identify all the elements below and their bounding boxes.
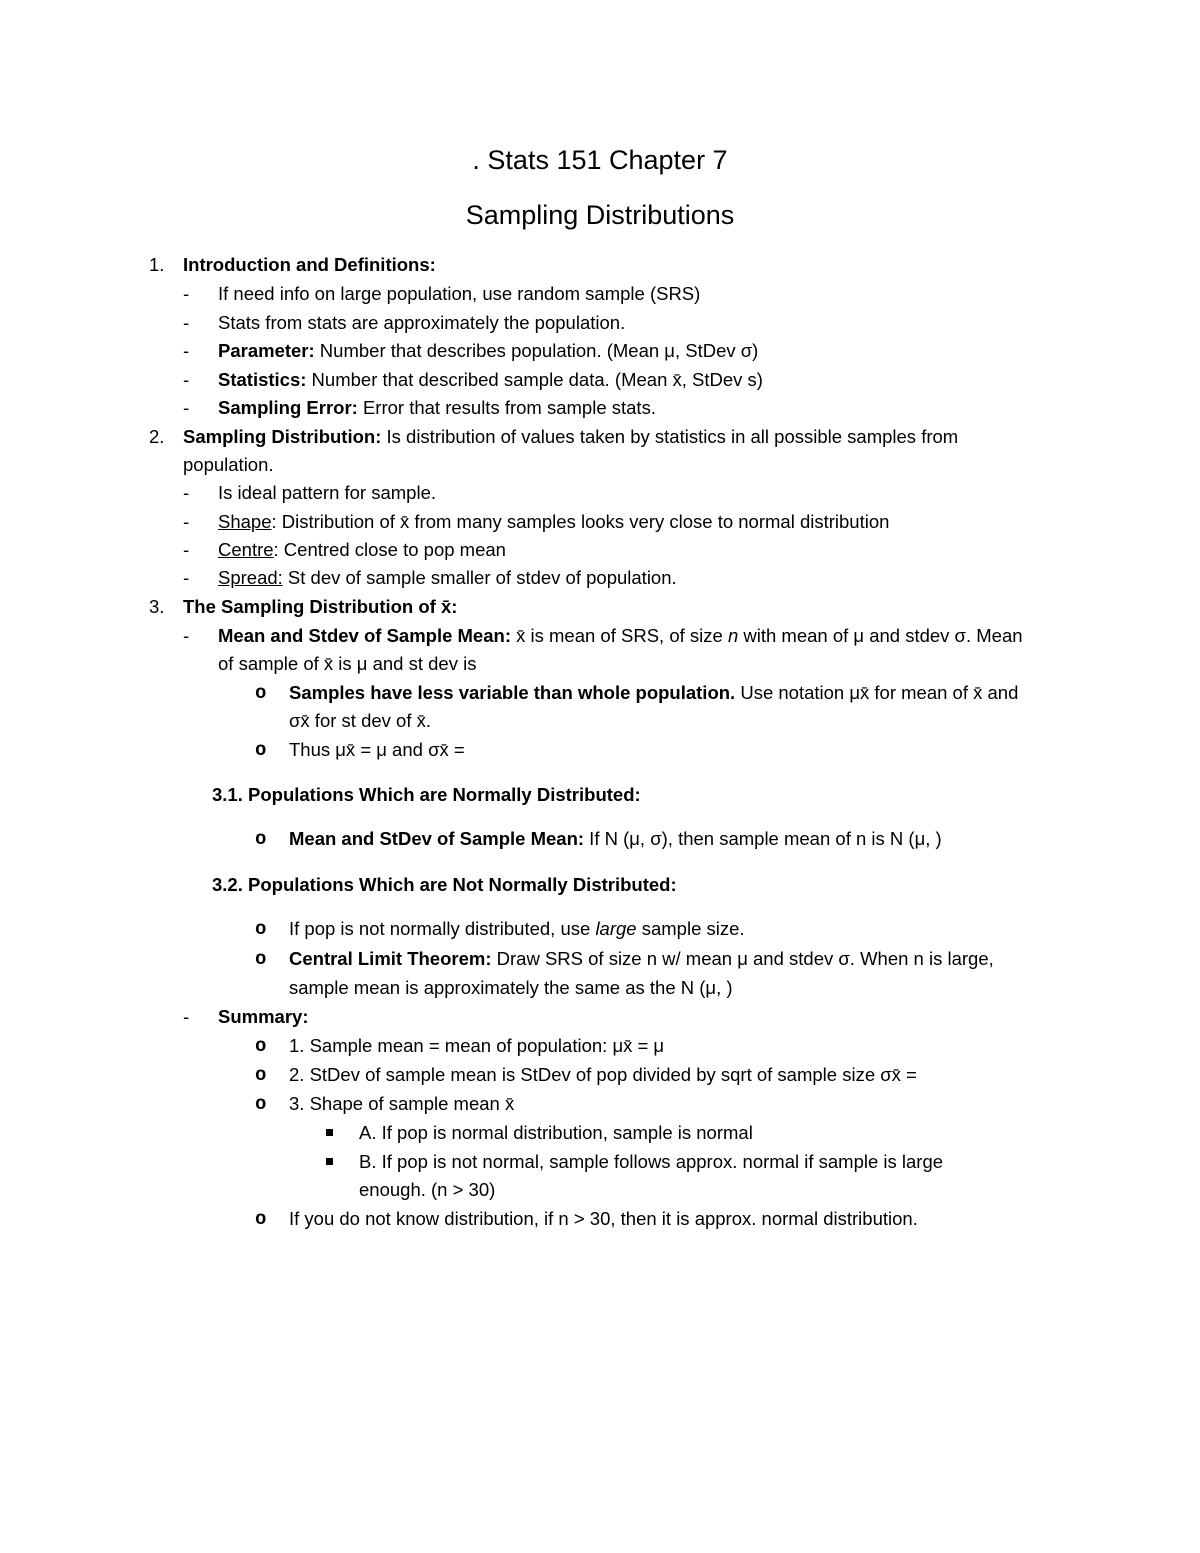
s31-sub-mean-stdev: Mean and StDev of Sample Mean: If N (μ, σ), then sample mean of n is N (μ, ) [289, 828, 942, 849]
section-3-heading: The Sampling Distribution of x̄: [183, 596, 458, 617]
s32-sub-clt-continued: sample mean is approximately the same as the N (μ, ) [289, 977, 733, 998]
s2-bullet-1: Is ideal pattern for sample. [218, 482, 436, 503]
s1-bullet-1: If need info on large population, use random sample (SRS) [218, 283, 701, 304]
section-2-heading: Sampling Distribution: Is distribution of values taken by statistics in all possible samples from [183, 426, 959, 447]
s32-sub-clt: Central Limit Theorem: Draw SRS of size n w/ mean μ and stdev σ. When n is large, [289, 948, 994, 969]
s3-sub-less-variable-continued: σx̄ for st dev of x̄. [289, 710, 431, 731]
s3-sub-thus: Thus μx̄ = μ and σx̄ = [289, 739, 465, 760]
section-3-2-heading: 3.2. Populations Which are Not Normally Distributed: [212, 874, 677, 895]
dash-bullet: - [183, 1006, 190, 1027]
dash-bullet: - [183, 482, 190, 503]
summary-item-3b: B. If pop is not normal, sample follows approx. normal if sample is large [359, 1151, 944, 1172]
summary-item-2: 2. StDev of sample mean is StDev of pop divided by sqrt of sample size σx̄ = [289, 1064, 917, 1085]
section-3-1-heading: 3.1. Populations Which are Normally Distributed: [212, 784, 641, 805]
circle-bullet: o [255, 918, 267, 940]
summary-item-4: If you do not know distribution, if n > 30, then it is approx. normal distribution. [289, 1208, 918, 1229]
s2-bullet-centre: Centre: Centred close to pop mean [218, 539, 506, 560]
section-1-number: 1. [149, 254, 165, 275]
section-2-heading-continued: population. [183, 454, 274, 475]
section-2-number: 2. [149, 426, 165, 447]
circle-bullet: o [255, 682, 267, 704]
dash-bullet: - [183, 340, 190, 361]
circle-bullet: o [255, 1208, 267, 1230]
dash-bullet: - [183, 369, 190, 390]
s1-bullet-2: Stats from stats are approximately the population. [218, 312, 626, 333]
s2-bullet-spread: Spread: St dev of sample smaller of stdev of population. [218, 567, 677, 588]
s1-bullet-parameter: Parameter: Number that describes population. (Mean μ, StDev σ) [218, 340, 759, 361]
summary-label: Summary: [218, 1006, 309, 1027]
summary-item-3a: A. If pop is normal distribution, sample is normal [359, 1122, 753, 1143]
summary-item-3: 3. Shape of sample mean x̄ [289, 1093, 515, 1114]
document-title: . Stats 151 Chapter 7 [472, 145, 728, 175]
s3-sub-less-variable: Samples have less variable than whole population. Use notation μx̄ for mean of x̄ and [289, 682, 1019, 703]
circle-bullet: o [255, 1093, 267, 1115]
dash-bullet: - [183, 625, 190, 646]
section-3-number: 3. [149, 596, 165, 617]
s32-sub-large-sample: If pop is not normally distributed, use large sample size. [289, 918, 745, 939]
circle-bullet: o [255, 1064, 267, 1086]
s3-bullet-mean-stdev: Mean and Stdev of Sample Mean: x̄ is mean of SRS, of size n with mean of μ and stdev σ. Mean [218, 625, 1023, 646]
s3-bullet-mean-stdev-continued: of sample of x̄ is μ and st dev is [218, 653, 477, 674]
circle-bullet: o [255, 948, 267, 970]
s2-bullet-shape: Shape: Distribution of x̄ from many samples looks very close to normal distribution [218, 511, 890, 532]
circle-bullet: o [255, 1035, 267, 1057]
square-bullet [326, 1129, 333, 1136]
summary-item-1: 1. Sample mean = mean of population: μx̄ = μ [289, 1035, 665, 1056]
dash-bullet: - [183, 511, 190, 532]
dash-bullet: - [183, 539, 190, 560]
summary-item-3b-continued: enough. (n > 30) [359, 1179, 496, 1200]
section-1-heading: Introduction and Definitions: [183, 254, 436, 275]
dash-bullet: - [183, 397, 190, 418]
dash-bullet: - [183, 283, 190, 304]
dash-bullet: - [183, 567, 190, 588]
dash-bullet: - [183, 312, 190, 333]
square-bullet [326, 1158, 333, 1165]
circle-bullet: o [255, 739, 267, 761]
s1-bullet-sampling-error: Sampling Error: Error that results from sample stats. [218, 397, 656, 418]
document-subtitle: Sampling Distributions [465, 200, 735, 230]
s1-bullet-statistics: Statistics: Number that described sample data. (Mean x̄, StDev s) [218, 369, 763, 390]
circle-bullet: o [255, 828, 267, 850]
